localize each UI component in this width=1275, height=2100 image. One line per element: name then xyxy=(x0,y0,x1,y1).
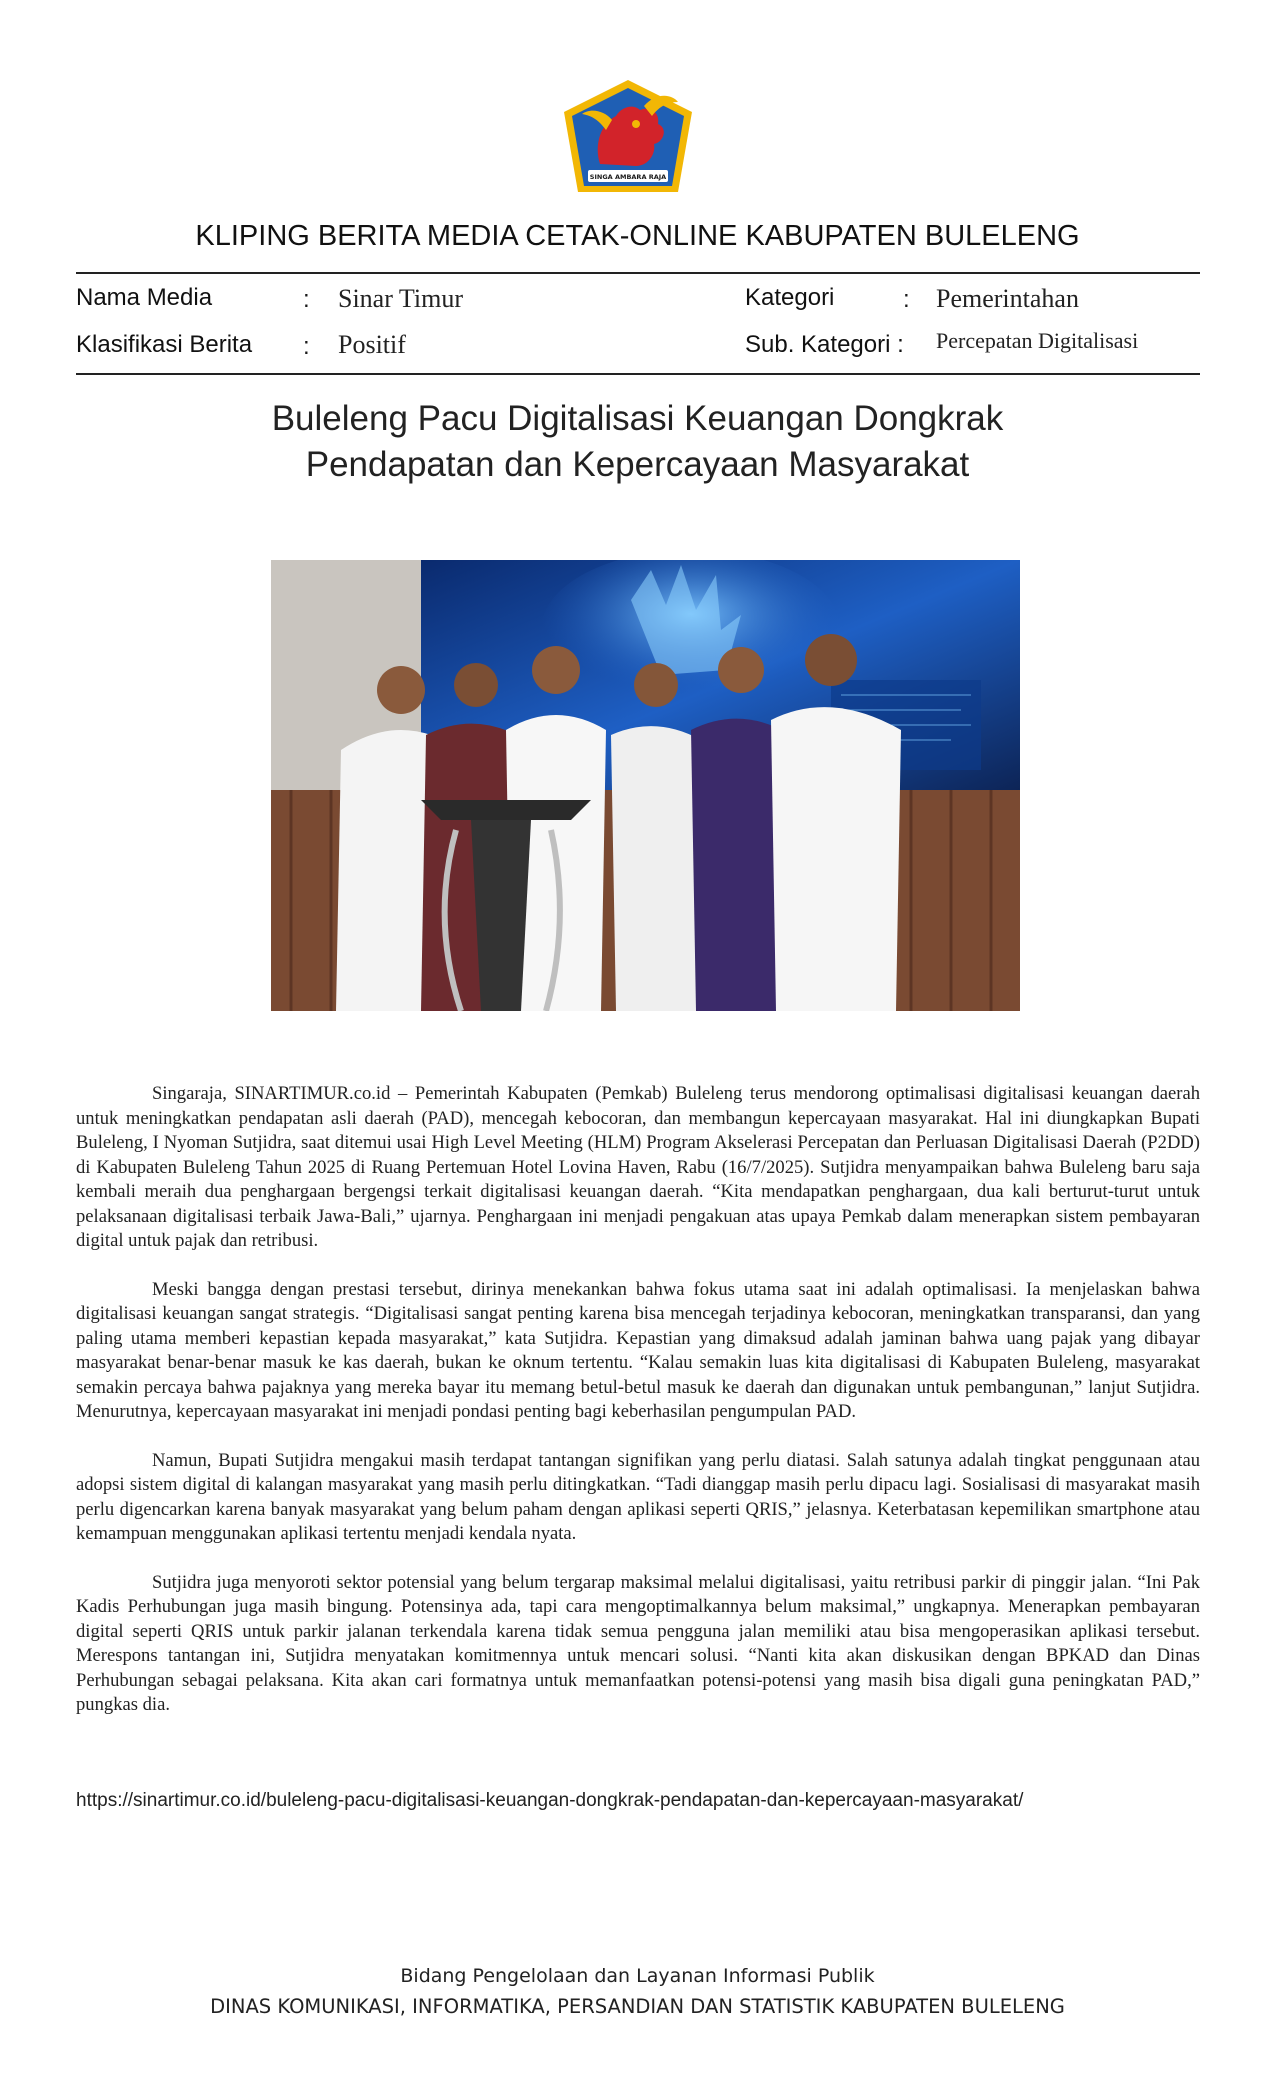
footer-agency-name: DINAS KOMUNIKASI, INFORMATIKA, PERSANDIAN DAN STATISTIK KABUPATEN BULELENG xyxy=(210,1995,1065,2018)
article-paragraph-1: Singaraja, SINARTIMUR.co.id – Pemerintah Kabupaten (Pemkab) Buleleng terus mendorong optimalisasi digitalisasi keuangan daerah untuk meningkatkan pendapatan asli daerah (PAD), mencegah kebocoran, dan membangun kepercayaan masyarakat. Hal ini diungkapkan Bupati Buleleng, I Nyoman Sutjidra, saat ditemui usai High Level Meeting (HLM) Program Akselerasi Percepatan dan Perluasan Digitalisasi Daerah (P2DD) di Kabupaten Buleleng Tahun 2025 di Ruang Pertemuan Hotel Lovina Haven, Rabu (16/7/2025). Sutjidra menyampaikan bahwa Buleleng baru saja kembali meraih dua penghargaan bergengsi terkait digitalisasi keuangan daerah. “Kita mendapatkan penghargaan, dua kali berturut-turut untuk pelaksanaan digitalisasi terbaik Jawa-Bali,” ujarnya. Penghargaan ini menjadi pengakuan atas upaya Pemkab dalam menerapkan sistem pembayaran digital untuk pajak dan retribusi. xyxy=(76,1083,1200,1251)
category-colon: : xyxy=(903,286,910,313)
media-name-label: Nama Media xyxy=(76,284,213,311)
article-paragraph-2: Meski bangga dengan prestasi tersebut, dirinya menekankan bahwa fokus utama saat ini adalah optimalisasi. Ia menjelaskan bahwa digitalisasi keuangan sangat strategis. “Digitalisasi sangat penting karena bisa mencegah terjadinya kebocoran, meningkatkan transparansi, dan yang paling utama memberi kepastian kepada masyarakat,” kata Sutjidra. Kepastian yang dimaksud adalah jaminan bahwa uang pajak yang dibayar masyarakat benar-benar masuk ke kas daerah, bukan ke oknum tertentu. “Kalau semakin luas kita digitalisasi di Kabupaten Buleleng, masyarakat semakin percaya bahwa pajaknya yang mereka bayar itu memang betul-betul masuk ke daerah dan digunakan untuk pembangunan,” lanjut Sutjidra. Menurutnya, kepercayaan masyarakat ini menjadi pondasi penting bagi keberhasilan pengumpulan PAD. xyxy=(76,1278,1200,1422)
article-title xyxy=(0,396,1275,488)
logo-motto: SINGA AMBARA RAJA xyxy=(589,173,667,181)
source-url-link[interactable]: https://sinartimur.co.id/buleleng-pacu-digitalisasi-keuangan-dongkrak-pendapatan-dan-kepercayaan-masyarakat/ xyxy=(76,1790,1024,1811)
footer-division-name: Bidang Pengelolaan dan Layanan Informasi Publik xyxy=(400,1965,875,1987)
category-value: Pemerintahan xyxy=(936,284,1079,313)
clipping-header-title: KLIPING BERITA MEDIA CETAK-ONLINE KABUPATEN BULELENG xyxy=(195,220,1080,252)
subcategory-label: Sub. Kategori : xyxy=(745,331,904,358)
article-body xyxy=(76,1082,1200,1742)
article-paragraph-3: Namun, Bupati Sutjidra mengakui masih terdapat tantangan signifikan yang perlu diatasi. Salah satunya adalah tingkat penggunaan atau adopsi sistem digital di kalangan masyarakat yang masih perlu ditingkatkan. “Tadi dianggap masih perlu dipacu lagi. Sosialisasi di masyarakat masih perlu digencarkan karena banyak masyarakat yang belum paham dengan aplikasi seperti QRIS,” jelasnya. Keterbatasan kepemilikan smartphone atau kemampuan menggunakan aplikasi tertentu menjadi kendala nyata. xyxy=(76,1449,1200,1544)
article-title-line-2: Pendapatan dan Kepercayaan Masyarakat xyxy=(305,445,970,484)
media-name-value: Sinar Timur xyxy=(338,284,463,313)
subcategory-value: Percepatan Digitalisasi xyxy=(936,328,1139,353)
header-top-rule xyxy=(76,272,1200,274)
category-label: Kategori xyxy=(745,284,835,311)
media-name-colon: : xyxy=(303,286,310,313)
news-classification-label: Klasifikasi Berita xyxy=(76,331,253,358)
header-bottom-rule xyxy=(76,373,1200,375)
article-paragraph-4: Sutjidra juga menyoroti sektor potensial yang belum tergarap maksimal melalui digitalisasi, yaitu retribusi parkir di pinggir jalan. “Ini Pak Kadis Perhubungan juga masih bingung. Potensinya ada, tapi cara mengoptimalkannya belum maksimal,” ungkapnya. Menerapkan pembayaran digital seperti QRIS untuk parkir jalanan terkendala karena tidak semua pengguna jalan memiliki atau bisa mengoperasikan aplikasi tersebut. Merespons tantangan ini, Sutjidra menyatakan komitmennya untuk mencari solusi. “Nanti kita akan diskusikan dengan BPKAD dan Dinas Perhubungan sebagai pelaksana. Kita akan cari formatnya untuk memanfaatkan potensi-potensi yang masih bisa digali guna peningkatan PAD,” pungkas dia. xyxy=(76,1571,1200,1715)
news-classification-colon: : xyxy=(303,333,310,360)
article-title-line-1: Buleleng Pacu Digitalisasi Keuangan Dongkrak xyxy=(271,399,1004,438)
buleleng-coat-of-arms-logo xyxy=(560,76,696,198)
article-photo xyxy=(271,560,1020,1011)
news-classification-value: Positif xyxy=(338,330,406,359)
